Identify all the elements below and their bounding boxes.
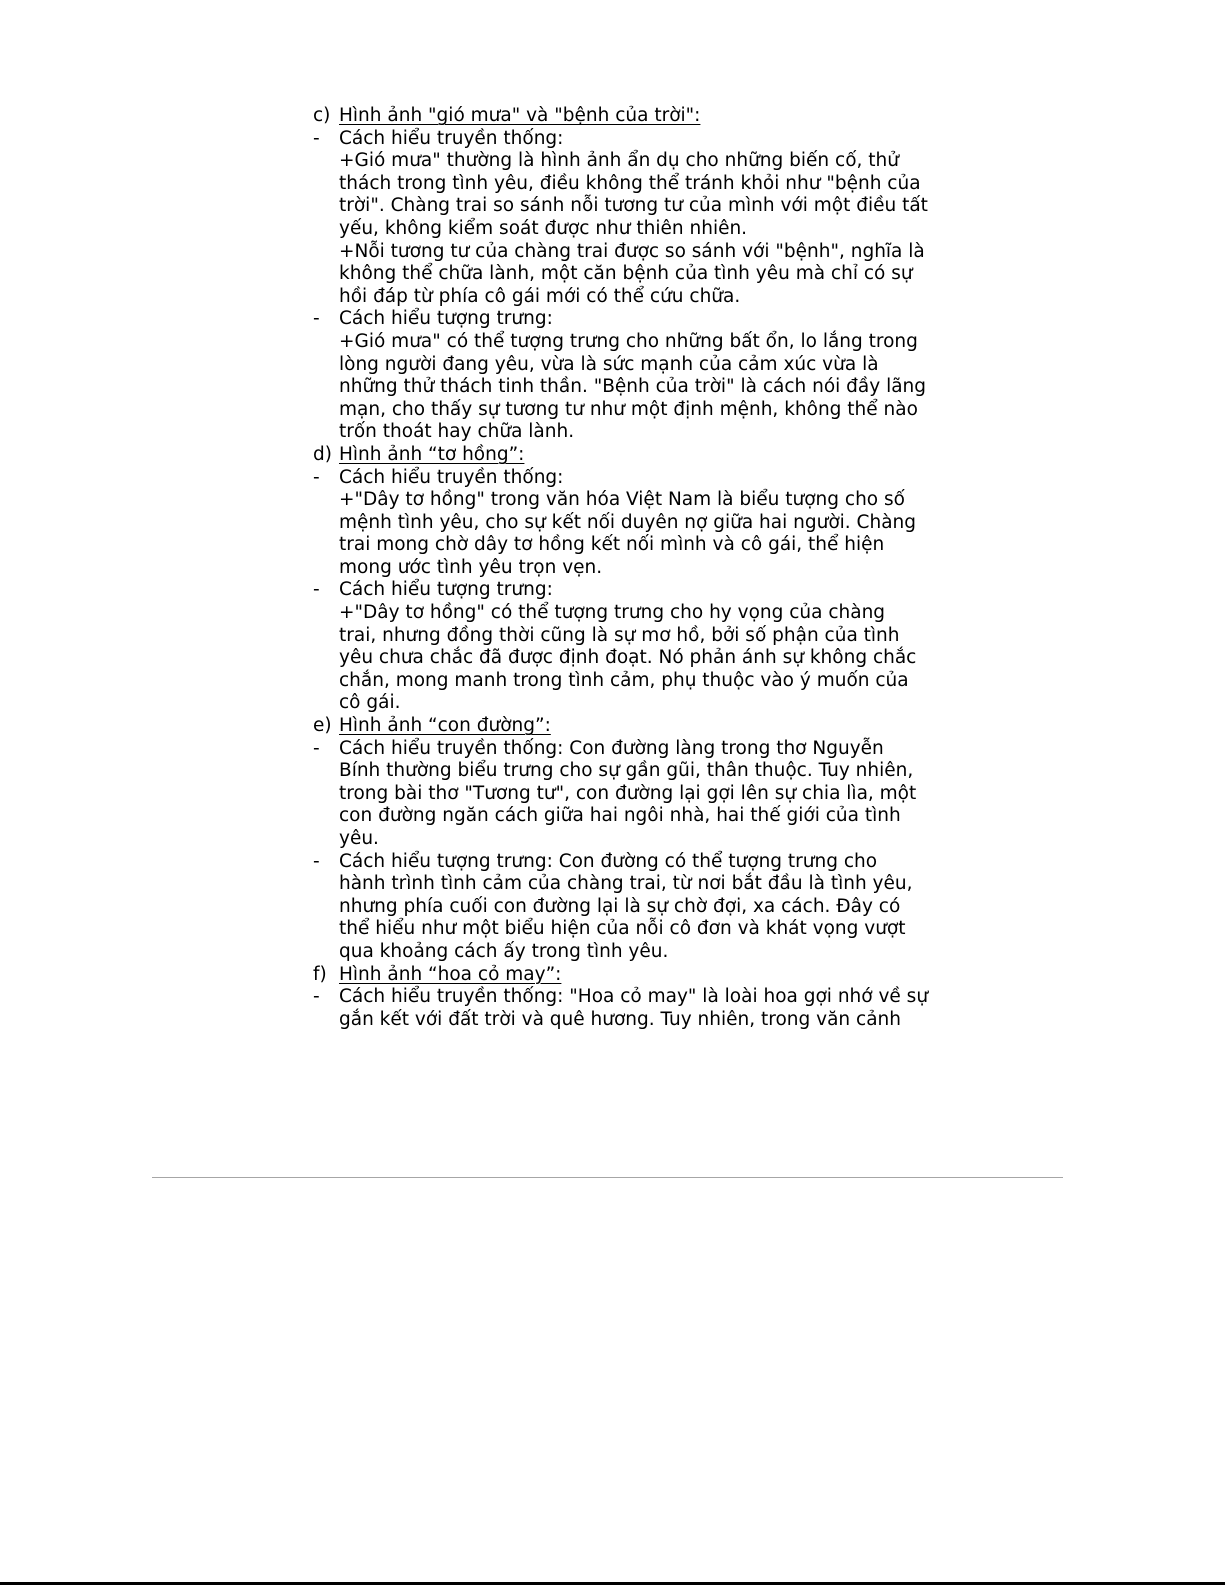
bullet-text [339,308,973,444]
text-line: không thể chữa lành, một căn bệnh của tình yêu mà chỉ có sự [339,263,913,285]
bullet-dash: - [313,466,320,488]
text-line: nhưng phía cuối con đường lại là sự chờ đợi, xa cách. Đây có [339,895,901,917]
bullet-point [313,308,973,444]
document-body [313,105,973,1031]
text-line: trai, nhưng đồng thời cũng là sự mơ hồ, bởi số phận của tình [339,624,900,646]
section-heading-c [313,105,973,128]
bullet-point [313,986,973,1031]
text-line: hồi đáp từ phía cô gái mới có thể cứu chữa. [339,285,741,307]
section-marker: c) [313,105,331,126]
bullet-dash: - [313,127,320,149]
bullet-text [339,467,973,580]
text-line: +"Dây tơ hồng" có thể tượng trưng cho hy vọng của chàng [339,602,886,624]
text-line: yếu, không kiểm soát được như thiên nhiên. [339,217,748,239]
bullet-text [339,128,973,309]
text-line: trời". Chàng trai so sánh nỗi tương tư của mình với một điều tất [339,195,928,217]
text-line: +"Dây tơ hồng" trong văn hóa Việt Nam là biểu tượng cho số [339,489,905,511]
section-marker: d) [313,443,332,465]
text-line: Cách hiểu tượng trưng: [339,308,553,330]
text-line: yêu. [339,828,379,849]
text-line: gắn kết với đất trời và quê hương. Tuy nhiên, trong văn cảnh [339,1008,901,1030]
bullet-point [313,579,973,715]
bullet-point [313,738,973,851]
section-heading-d [313,444,973,467]
text-line: chắn, mong manh trong tình cảm, phụ thuộc vào ý muốn của [339,669,909,691]
text-line: Cách hiểu truyền thống: Con đường làng trong thơ Nguyễn [339,737,884,759]
bullet-dash: - [313,850,320,872]
text-line: trong bài thơ "Tương tư", con đường lại gợi lên sự chia lìa, một [339,782,917,804]
bullet-point [313,128,973,309]
section-heading-f [313,964,973,987]
bullet-text [339,579,973,715]
text-line: hành trình tình cảm của chàng trai, từ nơi bắt đầu là tình yêu, [339,873,913,895]
bullet-dash: - [313,579,320,601]
bullet-text [339,738,973,851]
text-line: Cách hiểu tượng trưng: [339,579,553,601]
text-line: Cách hiểu truyền thống: [339,127,564,149]
text-line: Cách hiểu truyền thống: [339,466,564,488]
text-line: yêu chưa chắc đã được định đoạt. Nó phản ánh sự không chắc [339,647,917,669]
bullet-point [313,467,973,580]
text-line: qua khoảng cách ấy trong tình yêu. [339,940,669,962]
text-line: con đường ngăn cách giữa hai ngôi nhà, hai thế giới của tình [339,805,901,827]
bullet-text [339,851,973,964]
text-line: +Gió mưa" thường là hình ảnh ẩn dụ cho những biến cố, thử [339,150,899,172]
text-line: thách trong tình yêu, điều không thể tránh khỏi như "bệnh của [339,172,921,194]
text-line: +Gió mưa" có thể tượng trưng cho những bất ổn, lo lắng trong [339,330,918,352]
text-line: mạn, cho thấy sự tương tư như một định mệnh, không thể nào [339,398,918,420]
text-line: thể hiểu như một biểu hiện của nỗi cô đơn và khát vọng vượt [339,918,906,940]
text-line: trai mong chờ dây tơ hồng kết nối mình và cô gái, thể hiện [339,534,885,556]
bullet-point [313,851,973,964]
text-line: mệnh tình yêu, cho sự kết nối duyên nợ giữa hai người. Chàng [339,511,917,533]
text-line: những thử thách tinh thần. "Bệnh của trời" là cách nói đầy lãng [339,376,927,398]
page-separator [152,1177,1063,1178]
section-title: Hình ảnh “tơ hồng”: [339,443,525,465]
text-line: lòng người đang yêu, vừa là sức mạnh của cảm xúc vừa là [339,353,879,375]
text-line: mong ước tình yêu trọn vẹn. [339,556,603,578]
text-line: trốn thoát hay chữa lành. [339,421,575,443]
text-line: Cách hiểu truyền thống: "Hoa cỏ may" là loài hoa gợi nhớ về sự [339,986,929,1008]
section-marker: e) [313,715,332,737]
bullet-dash: - [313,986,320,1008]
bullet-dash: - [313,737,320,759]
text-line: Cách hiểu tượng trưng: Con đường có thể tượng trưng cho [339,850,878,872]
text-line: Bính thường biểu trưng cho sự gần gũi, thân thuộc. Tuy nhiên, [339,760,914,782]
bullet-text [339,986,973,1031]
text-line: cô gái. [339,692,401,714]
section-marker: f) [313,963,327,985]
section-title: Hình ảnh "gió mưa" và "bệnh của trời": [339,105,701,126]
text-line: +Nỗi tương tư của chàng trai được so sánh với "bệnh", nghĩa là [339,240,925,262]
section-title: Hình ảnh “con đường”: [339,715,551,737]
section-heading-e [313,715,973,738]
section-title: Hình ảnh “hoa cỏ may”: [339,963,562,985]
bullet-dash: - [313,308,320,330]
